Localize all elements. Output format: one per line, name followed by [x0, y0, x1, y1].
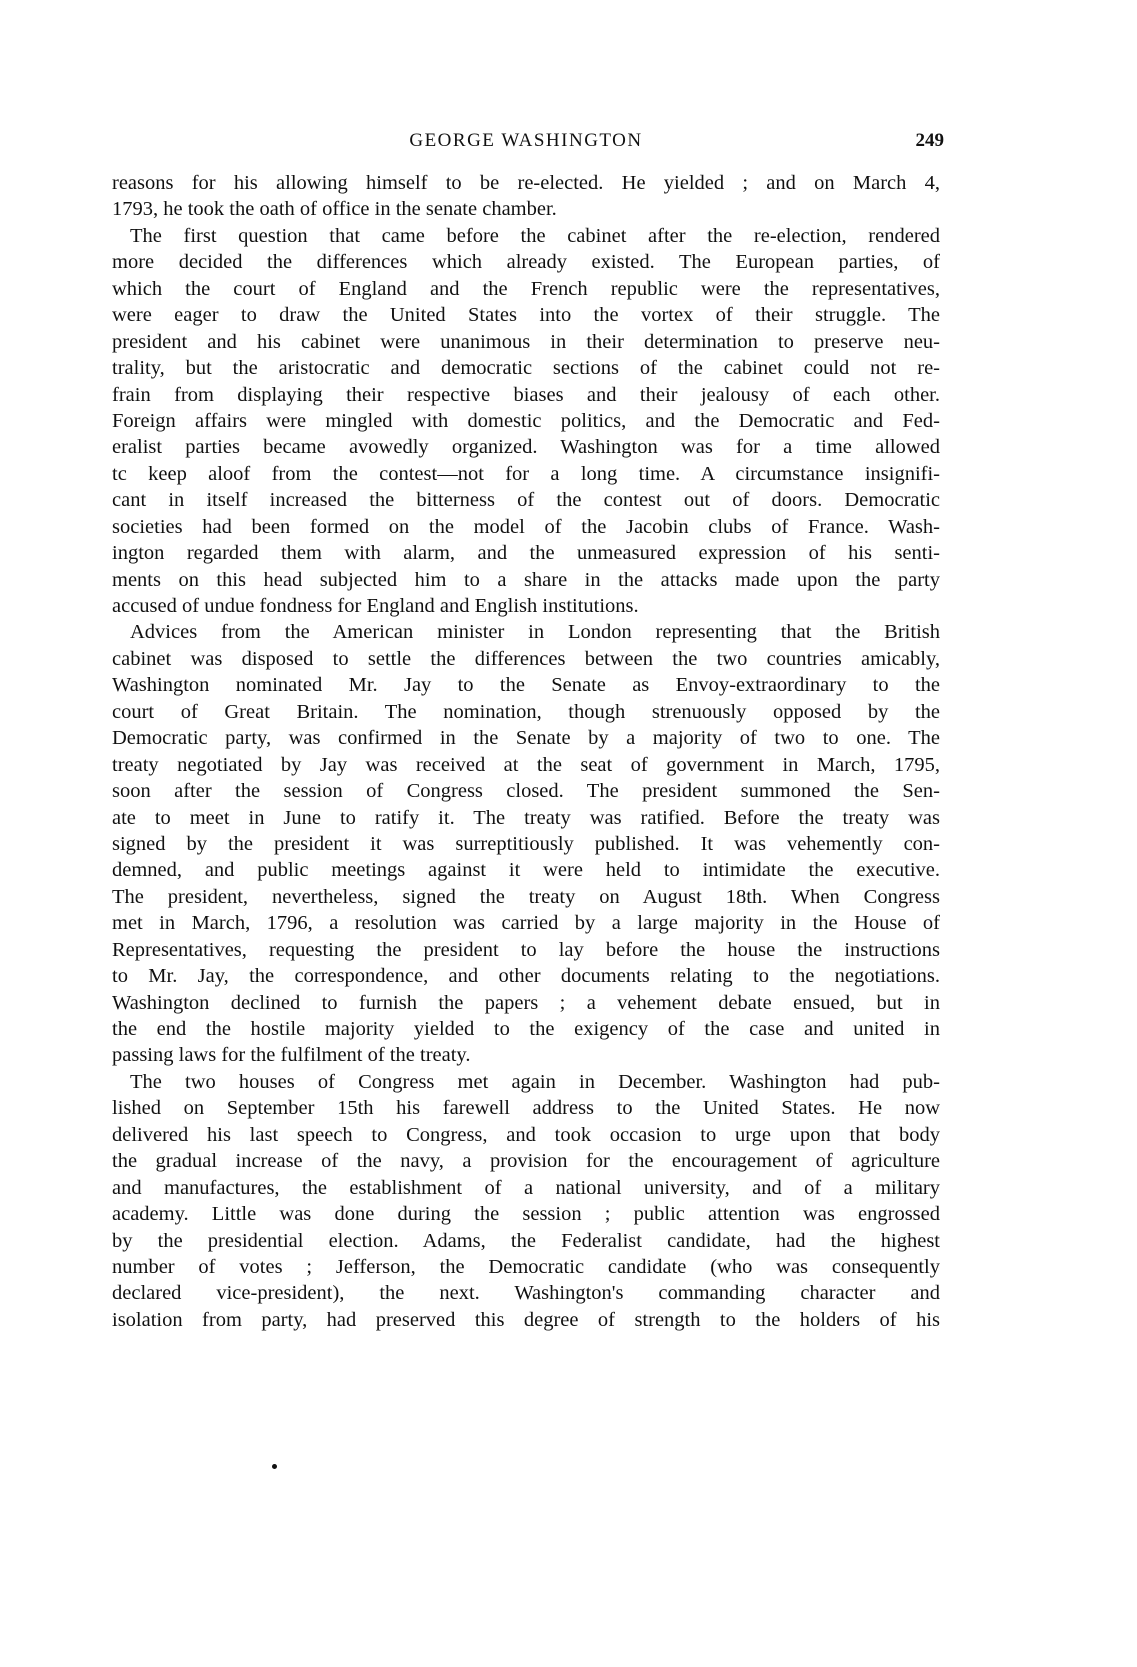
text-line: by the presidential election. Adams, the Federalist candidate, had the highest — [112, 1229, 940, 1252]
text-line: Representatives, requesting the president to lay before the house the instructions — [112, 938, 940, 961]
text-line: soon after the session of Congress closed. The president summoned the Sen- — [112, 780, 940, 803]
text-line: Washington declined to furnish the papers ; a vehement debate ensued, but in — [112, 991, 940, 1014]
text-line: isolation from party, had preserved this degree of strength to the holders of his — [112, 1308, 940, 1331]
text-line: demned, and public meetings against it were held to intimidate the executive. — [112, 859, 940, 882]
text-line: The president, nevertheless, signed the treaty on August 18th. When Congress — [112, 885, 940, 908]
page-number: 249 — [915, 130, 944, 151]
text-line: Foreign affairs were mingled with domestic politics, and the Democratic and Fed- — [112, 409, 940, 432]
text-line: cabinet was disposed to settle the differences between the two countries amicably, — [112, 647, 940, 670]
text-line: met in March, 1796, a resolution was carried by a large majority in the House of — [112, 912, 940, 935]
body-text — [112, 170, 940, 1333]
text-line: delivered his last speech to Congress, and took occasion to urge upon that body — [112, 1123, 940, 1146]
paragraph-first-line: The two houses of Congress met again in December. Washington had pub- — [130, 1070, 940, 1093]
text-line: number of votes ; Jefferson, the Democratic candidate (who was consequently — [112, 1255, 940, 1278]
text-line: tc keep aloof from the contest—not for a long time. A circumstance insignifi- — [112, 462, 940, 485]
text-line: were eager to draw the United States into the vortex of their struggle. The — [112, 304, 940, 327]
running-header — [112, 128, 944, 156]
text-line: treaty negotiated by Jay was received at the seat of government in March, 1795, — [112, 753, 940, 776]
paragraph-first-line: The first question that came before the cabinet after the re-election, rendered — [130, 224, 940, 247]
text-line: eralist parties became avowedly organized. Washington was for a time allowed — [112, 436, 940, 459]
text-line: frain from displaying their respective biases and their jealousy of each other. — [112, 383, 940, 406]
text-line: Washington nominated Mr. Jay to the Senate as Envoy-extraordinary to the — [112, 674, 940, 697]
text-line: Democratic party, was confirmed in the Senate by a majority of two to one. The — [112, 727, 940, 750]
text-line: accused of undue fondness for England and English institutions. — [112, 595, 639, 617]
text-line: the end the hostile majority yielded to the exigency of the case and united in — [112, 1018, 940, 1040]
text-line: societies had been formed on the model of the Jacobin clubs of France. Wash- — [112, 515, 940, 538]
text-line: cant in itself increased the bitterness of the contest out of doors. Democratic — [112, 489, 940, 512]
text-line: which the court of England and the French republic were the representatives, — [112, 277, 940, 300]
text-line: passing laws for the fulfilment of the treaty. — [112, 1044, 471, 1067]
text-line: signed by the president it was surreptitiously published. It was vehemently con- — [112, 832, 940, 855]
text-line: declared vice-president), the next. Washington's commanding character and — [112, 1282, 940, 1305]
text-line: court of Great Britain. The nomination, though strenuously opposed by the — [112, 700, 940, 723]
text-line: lished on September 15th his farewell address to the United States. He now — [112, 1097, 940, 1120]
text-line: and manufactures, the establishment of a national university, and of a military — [112, 1176, 940, 1199]
paragraph-first-line: Advices from the American minister in London representing that the British — [130, 621, 940, 644]
text-line: ington regarded them with alarm, and the unmeasured expression of his senti- — [112, 542, 940, 565]
stray-dot-mark — [272, 1464, 277, 1469]
text-line: academy. Little was done during the session ; public attention was engrossed — [112, 1203, 940, 1226]
text-line: ments on this head subjected him to a share in the attacks made upon the party — [112, 568, 940, 591]
text-line: more decided the differences which already existed. The European parties, of — [112, 251, 940, 274]
text-line: trality, but the aristocratic and democratic sections of the cabinet could not re- — [112, 357, 940, 380]
text-line: 1793, he took the oath of office in the senate chamber. — [112, 198, 557, 221]
running-title: GEORGE WASHINGTON — [409, 130, 643, 151]
text-line: reasons for his allowing himself to be re-elected. He yielded ; and on March 4, — [112, 172, 940, 194]
text-line: to Mr. Jay, the correspondence, and other documents relating to the negotiations. — [112, 965, 940, 988]
text-line: ate to meet in June to ratify it. The treaty was ratified. Before the treaty was — [112, 806, 940, 829]
text-line: the gradual increase of the navy, a provision for the encouragement of agriculture — [112, 1150, 940, 1173]
text-line: president and his cabinet were unanimous in their determination to preserve neu- — [112, 330, 940, 353]
